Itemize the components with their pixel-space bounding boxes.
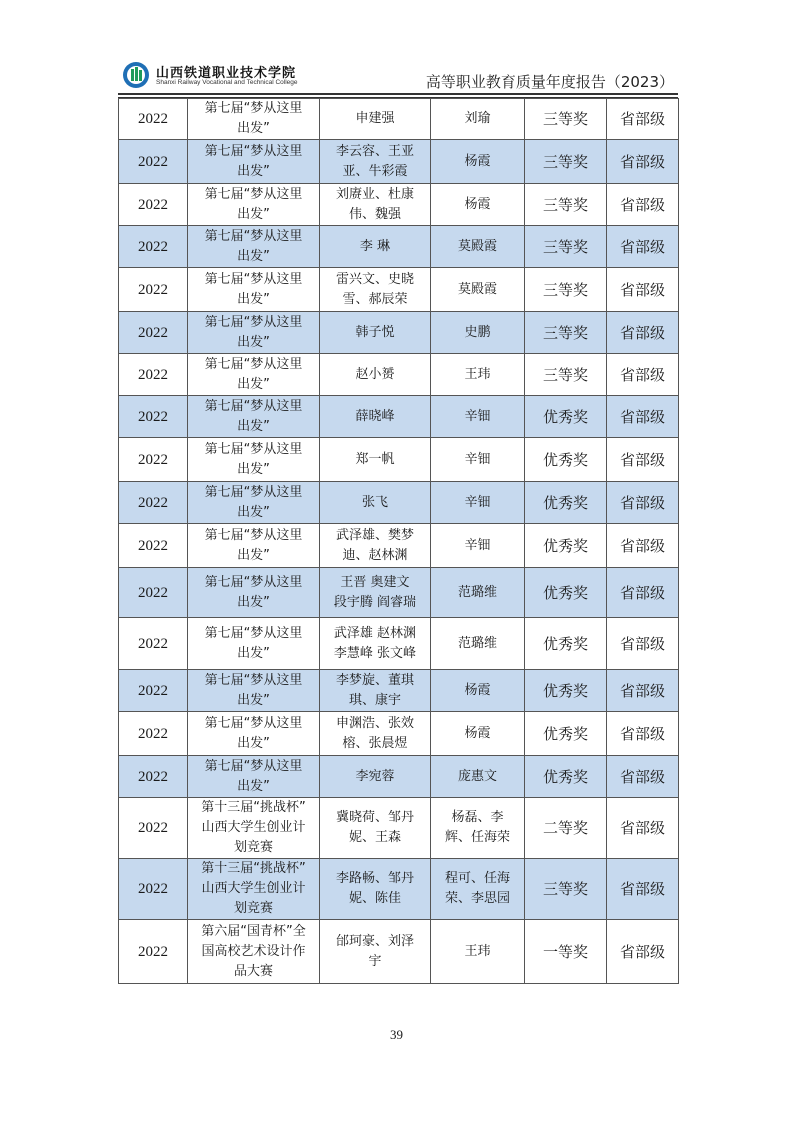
cell-event-line: 出发” — [237, 291, 270, 307]
cell-event-line: 出发” — [237, 121, 270, 136]
cell-event-line: 出发” — [237, 735, 270, 751]
cell-event-line: 第七届“梦从这里 — [204, 715, 303, 731]
cell-level: 省部级 — [607, 99, 679, 140]
cell-teacher-line: 辛钿 — [464, 408, 491, 424]
cell-event-line: 第七届“梦从这里 — [204, 314, 303, 330]
cell-students-line: 李慧峰 张文峰 — [333, 645, 417, 661]
cell-students — [320, 618, 431, 670]
table-row — [119, 920, 679, 984]
cell-teacher-line: 杨霞 — [464, 725, 491, 741]
cell-students-line: 李 琳 — [359, 238, 391, 254]
cell-teacher — [431, 312, 525, 354]
cell-award: 优秀奖 — [525, 670, 607, 712]
cell-teacher — [431, 140, 525, 184]
table-row — [119, 798, 679, 859]
cell-event — [188, 524, 320, 568]
cell-award: 优秀奖 — [525, 568, 607, 618]
cell-event-line: 第七届“梦从这里 — [204, 574, 303, 590]
cell-year: 2022 — [119, 798, 188, 859]
cell-students — [320, 756, 431, 798]
cell-teacher — [431, 524, 525, 568]
cell-award: 优秀奖 — [525, 482, 607, 524]
cell-teacher — [431, 482, 525, 524]
cell-students-line: 段宇腾 阎睿瑞 — [333, 594, 417, 610]
cell-event-line: 品大赛 — [233, 963, 273, 979]
cell-students-line: 韩子悦 — [355, 324, 395, 340]
table-row — [119, 312, 679, 354]
cell-students — [320, 99, 431, 140]
cell-year: 2022 — [119, 712, 188, 756]
table-row — [119, 712, 679, 756]
cell-students-line: 妮、陈佳 — [348, 891, 401, 906]
cell-students-line: 刘赓业、杜康 — [335, 186, 414, 202]
cell-teacher — [431, 756, 525, 798]
cell-level: 省部级 — [607, 354, 679, 396]
school-logo-icon — [122, 61, 150, 89]
cell-year: 2022 — [119, 568, 188, 618]
table-row — [119, 438, 679, 482]
cell-event-line: 第七届“梦从这里 — [204, 228, 303, 244]
cell-teacher-line: 杨霞 — [464, 153, 491, 169]
cell-teacher-line: 莫殿霞 — [457, 281, 497, 297]
cell-year: 2022 — [119, 396, 188, 438]
cell-event-line: 第七届“梦从这里 — [204, 758, 303, 774]
cell-event — [188, 670, 320, 712]
cell-teacher — [431, 618, 525, 670]
cell-award: 三等奖 — [525, 140, 607, 184]
cell-event-line: 第七届“梦从这里 — [204, 143, 303, 159]
cell-event-line: 第七届“梦从这里 — [204, 625, 303, 641]
table-row — [119, 756, 679, 798]
table-row — [119, 184, 679, 226]
cell-event-line: 第七届“梦从这里 — [204, 186, 303, 202]
awards-table — [118, 98, 679, 984]
cell-teacher — [431, 438, 525, 482]
cell-teacher-line: 杨霞 — [464, 196, 491, 212]
school-name-en: Shanxi Railway Vocational and Technical College — [156, 79, 298, 86]
cell-teacher — [431, 670, 525, 712]
cell-event-line: 第七届“梦从这里 — [204, 441, 303, 457]
cell-award: 三等奖 — [525, 99, 607, 140]
cell-award: 三等奖 — [525, 354, 607, 396]
cell-award: 优秀奖 — [525, 524, 607, 568]
cell-award: 三等奖 — [525, 859, 607, 920]
cell-event — [188, 354, 320, 396]
cell-students — [320, 859, 431, 920]
cell-teacher-line: 杨霞 — [464, 682, 491, 698]
cell-students — [320, 568, 431, 618]
cell-event — [188, 268, 320, 312]
cell-event — [188, 99, 320, 140]
cell-event-line: 出发” — [237, 692, 270, 708]
cell-event-line: 划竞赛 — [233, 901, 273, 916]
cell-event-line: 出发” — [237, 248, 270, 264]
cell-year: 2022 — [119, 226, 188, 268]
cell-students-line: 郑一帆 — [355, 451, 395, 467]
page-number: 39 — [390, 1027, 403, 1042]
cell-teacher-line: 杨磊、李 — [451, 810, 504, 825]
cell-event — [188, 312, 320, 354]
cell-year: 2022 — [119, 312, 188, 354]
page-header — [118, 55, 678, 95]
cell-event — [188, 184, 320, 226]
cell-level: 省部级 — [607, 312, 679, 354]
cell-event — [188, 438, 320, 482]
cell-students — [320, 920, 431, 984]
cell-teacher-line: 范璐维 — [457, 635, 497, 651]
cell-event-line: 第七届“梦从这里 — [204, 398, 303, 414]
cell-event-line: 出发” — [237, 547, 270, 563]
cell-teacher-line: 辛钿 — [464, 537, 491, 553]
cell-event-line: 划竞赛 — [233, 840, 273, 855]
cell-award: 三等奖 — [525, 268, 607, 312]
cell-event-line: 第七届“梦从这里 — [204, 527, 303, 543]
cell-students — [320, 268, 431, 312]
cell-teacher-line: 辛钿 — [464, 494, 491, 510]
cell-students-line: 申建强 — [355, 111, 395, 126]
cell-event-line: 第七届“梦从这里 — [204, 356, 303, 372]
cell-teacher-line: 程可、任海 — [444, 871, 510, 886]
cell-event-line: 第十三届“挑战杯” — [201, 800, 306, 815]
cell-students — [320, 798, 431, 859]
table-row — [119, 670, 679, 712]
table-row — [119, 99, 679, 140]
cell-year: 2022 — [119, 756, 188, 798]
cell-students-line: 张飞 — [361, 494, 388, 510]
cell-year: 2022 — [119, 524, 188, 568]
cell-teacher-line: 王玮 — [464, 943, 491, 959]
cell-teacher-line: 范璐维 — [457, 584, 497, 600]
cell-event-line: 第七届“梦从这里 — [204, 484, 303, 500]
cell-students-line: 赵小赟 — [355, 366, 395, 382]
cell-students-line: 伟、魏强 — [348, 206, 401, 222]
cell-students-line: 榕、张晨煜 — [342, 735, 408, 751]
cell-teacher-line: 庞惠文 — [457, 768, 497, 784]
cell-year: 2022 — [119, 354, 188, 396]
cell-teacher-line: 莫殿霞 — [457, 238, 497, 254]
cell-event-line: 出发” — [237, 645, 270, 661]
cell-event — [188, 920, 320, 984]
cell-level: 省部级 — [607, 184, 679, 226]
cell-teacher — [431, 184, 525, 226]
table-row — [119, 140, 679, 184]
cell-level: 省部级 — [607, 712, 679, 756]
cell-event — [188, 568, 320, 618]
cell-year: 2022 — [119, 670, 188, 712]
cell-event-line: 出发” — [237, 163, 270, 179]
cell-event-line: 山西大学生创业计 — [201, 881, 306, 896]
cell-level: 省部级 — [607, 268, 679, 312]
cell-students-line: 雷兴文、史晓 — [335, 271, 414, 287]
cell-event — [188, 226, 320, 268]
cell-award: 优秀奖 — [525, 438, 607, 482]
table-row — [119, 354, 679, 396]
cell-event — [188, 712, 320, 756]
cell-students-line: 王晋 奥建文 — [340, 574, 410, 590]
cell-level: 省部级 — [607, 920, 679, 984]
cell-year: 2022 — [119, 618, 188, 670]
cell-students-line: 迪、赵林渊 — [342, 547, 408, 563]
cell-event-line: 出发” — [237, 206, 270, 222]
cell-level: 省部级 — [607, 438, 679, 482]
cell-teacher-line: 王玮 — [464, 366, 491, 382]
cell-event-line: 出发” — [237, 461, 270, 477]
cell-students-line: 武泽雄、樊梦 — [335, 527, 414, 543]
cell-students-line: 冀晓荷、邹丹 — [335, 810, 414, 825]
cell-event — [188, 618, 320, 670]
cell-students-line: 李云容、王亚 — [335, 143, 414, 159]
cell-teacher — [431, 268, 525, 312]
cell-event — [188, 396, 320, 438]
cell-level: 省部级 — [607, 859, 679, 920]
header-rule — [118, 93, 678, 95]
cell-award: 优秀奖 — [525, 396, 607, 438]
cell-level: 省部级 — [607, 524, 679, 568]
cell-teacher — [431, 568, 525, 618]
cell-level: 省部级 — [607, 226, 679, 268]
cell-teacher — [431, 798, 525, 859]
cell-award: 优秀奖 — [525, 712, 607, 756]
cell-year: 2022 — [119, 140, 188, 184]
cell-students-line: 申渊浩、张效 — [335, 715, 414, 731]
cell-students — [320, 396, 431, 438]
cell-students-line: 李梦旋、董琪 — [335, 672, 414, 688]
cell-students — [320, 524, 431, 568]
cell-event-line: 出发” — [237, 376, 270, 392]
cell-event-line: 出发” — [237, 418, 270, 434]
table-row — [119, 859, 679, 920]
table-row — [119, 618, 679, 670]
cell-level: 省部级 — [607, 482, 679, 524]
cell-teacher-line: 史鹏 — [464, 324, 491, 340]
cell-students-line: 薛晓峰 — [355, 408, 395, 424]
cell-students-line: 琪、康宇 — [348, 692, 401, 708]
cell-level: 省部级 — [607, 618, 679, 670]
cell-level: 省部级 — [607, 568, 679, 618]
cell-level: 省部级 — [607, 396, 679, 438]
cell-year: 2022 — [119, 438, 188, 482]
cell-teacher-line: 辛钿 — [464, 451, 491, 467]
cell-students-line: 妮、王森 — [348, 830, 401, 845]
cell-event — [188, 859, 320, 920]
cell-year: 2022 — [119, 99, 188, 140]
cell-event-line: 第七届“梦从这里 — [204, 271, 303, 287]
cell-level: 省部级 — [607, 670, 679, 712]
cell-year: 2022 — [119, 859, 188, 920]
cell-students — [320, 226, 431, 268]
cell-teacher — [431, 920, 525, 984]
cell-event-line: 山西大学生创业计 — [201, 820, 306, 835]
cell-event-line: 第七届“梦从这里 — [204, 672, 303, 688]
cell-level: 省部级 — [607, 756, 679, 798]
cell-event — [188, 756, 320, 798]
cell-award: 一等奖 — [525, 920, 607, 984]
cell-event-line: 第六届“国青杯”全 — [201, 923, 306, 939]
cell-event — [188, 140, 320, 184]
cell-award: 优秀奖 — [525, 618, 607, 670]
table-row — [119, 568, 679, 618]
cell-students — [320, 670, 431, 712]
cell-teacher-line: 辉、任海荣 — [444, 830, 510, 845]
cell-teacher — [431, 354, 525, 396]
cell-students — [320, 354, 431, 396]
school-name-cn: 山西铁道职业技术学院 — [156, 66, 297, 81]
cell-teacher — [431, 99, 525, 140]
cell-teacher-line: 荣、李思园 — [444, 891, 510, 906]
cell-award: 三等奖 — [525, 184, 607, 226]
cell-event — [188, 798, 320, 859]
cell-event-line: 出发” — [237, 334, 270, 350]
cell-event-line: 出发” — [237, 594, 270, 610]
cell-teacher — [431, 396, 525, 438]
cell-event-line: 国高校艺术设计作 — [201, 943, 306, 959]
cell-teacher — [431, 226, 525, 268]
cell-teacher — [431, 712, 525, 756]
cell-teacher-line: 刘瑜 — [464, 111, 491, 126]
cell-award: 优秀奖 — [525, 756, 607, 798]
cell-students — [320, 712, 431, 756]
cell-level: 省部级 — [607, 140, 679, 184]
table-row — [119, 268, 679, 312]
cell-students — [320, 312, 431, 354]
cell-award: 三等奖 — [525, 312, 607, 354]
cell-award: 二等奖 — [525, 798, 607, 859]
cell-students-line: 亚、牛彩霞 — [342, 163, 408, 179]
cell-event-line: 出发” — [237, 778, 270, 794]
cell-students — [320, 482, 431, 524]
cell-award: 三等奖 — [525, 226, 607, 268]
table-row — [119, 226, 679, 268]
cell-event-line: 第七届“梦从这里 — [204, 101, 303, 116]
cell-students-line: 李宛蓉 — [355, 768, 395, 784]
cell-students-line: 邰珂豪、刘泽 — [335, 933, 414, 949]
cell-event-line: 出发” — [237, 504, 270, 520]
cell-students-line: 宇 — [368, 953, 382, 969]
table-row — [119, 396, 679, 438]
cell-level: 省部级 — [607, 798, 679, 859]
cell-students — [320, 140, 431, 184]
cell-students-line: 武泽雄 赵林渊 — [333, 625, 417, 641]
cell-students — [320, 438, 431, 482]
cell-teacher — [431, 859, 525, 920]
table-row — [119, 482, 679, 524]
report-title: 高等职业教育质量年度报告（2023） — [425, 73, 674, 91]
cell-students-line: 李路畅、邹丹 — [335, 871, 414, 886]
cell-students — [320, 184, 431, 226]
cell-year: 2022 — [119, 184, 188, 226]
awards-table-body — [119, 99, 679, 984]
cell-year: 2022 — [119, 482, 188, 524]
table-row — [119, 524, 679, 568]
cell-students-line: 雪、郝辰荣 — [342, 291, 408, 307]
cell-event-line: 第十三届“挑战杯” — [201, 861, 306, 876]
cell-event — [188, 482, 320, 524]
cell-year: 2022 — [119, 268, 188, 312]
cell-year: 2022 — [119, 920, 188, 984]
